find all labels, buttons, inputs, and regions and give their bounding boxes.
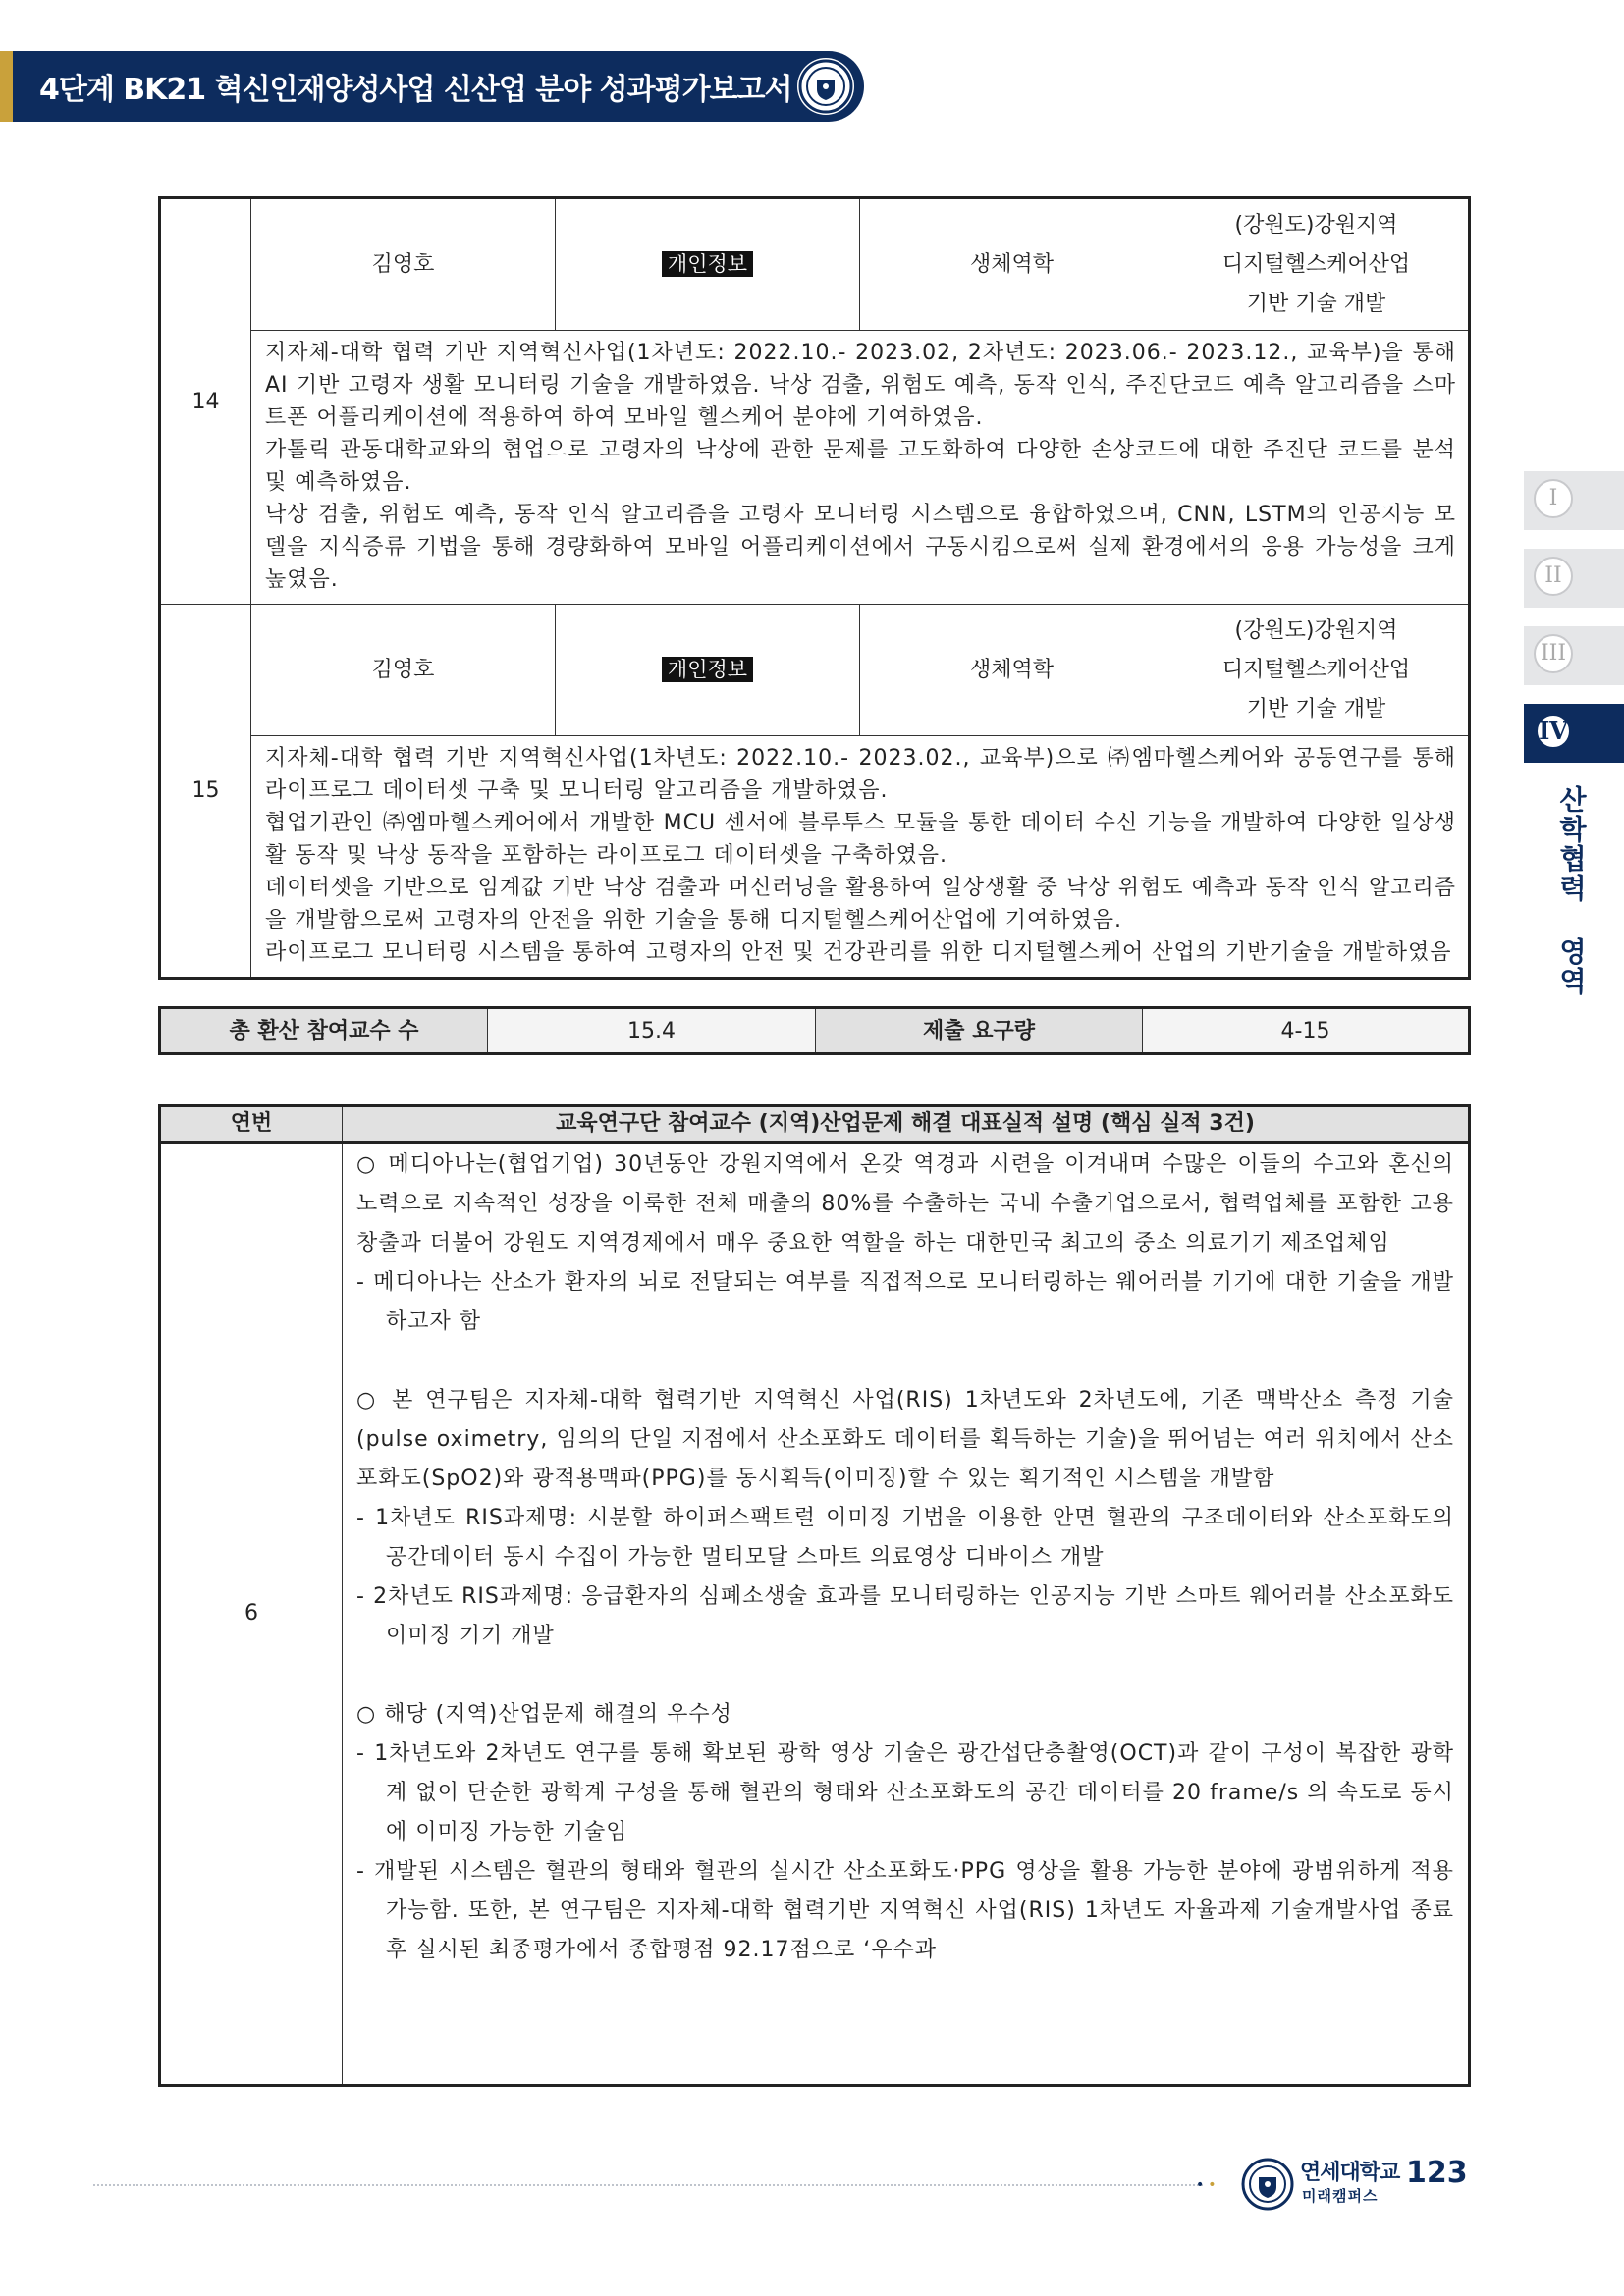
description-paragraph: 지자체-대학 협력 기반 지역혁신사업(1차년도: 2022.10.- 2023.02., 교육부)으로 ㈜엠마헬스케어와 공동연구를 통해 라이프로그 데이터셋 구축 및 모니터링 알고리즘을 개발하였음. (265, 746, 1456, 803)
project-line: 디지털헬스케어산업 (1221, 251, 1411, 277)
achievement-description (251, 736, 1470, 979)
professor-achievement-table (158, 196, 1471, 980)
side-tab-1[interactable] (1524, 471, 1624, 530)
side-tab-3[interactable] (1524, 626, 1624, 685)
achievement-body (343, 1143, 1470, 2086)
side-tab-2-label: II (1534, 557, 1573, 596)
paragraph-optical-tech: - 1차년도와 2차년도 연구를 통해 확보된 광학 영상 기술은 광간섭단층촬영(OCT)과 같이 구성이 복잡한 광학계 없이 단순한 광학계 구성을 통해 혈관의 형태와 산소포화도의 공간 데이터를 20 frame/s 의 속도로 동시에 이미징 가능한 기술임 (356, 1741, 1454, 1844)
project-line: (강원도)강원지역 (1234, 617, 1398, 643)
header-serial-no: 연번 (160, 1106, 343, 1143)
description-paragraph: 낙상 검출, 위험도 예측, 동작 인식 알고리즘을 고령자 모니터링 시스템으로 융합하였으며, CNN, LSTM의 인공지능 모델을 지식증류 기법을 통해 경량화하여 모바일 어플리케이션에서 구동시킴으로써 실제 환경에서의 응용 가능성을 크게 높였음. (265, 503, 1456, 592)
spacer (356, 1656, 1454, 1695)
total-professors-value: 15.4 (488, 1008, 816, 1054)
spacer (356, 1342, 1454, 1381)
description-paragraph: 데이터셋을 기반으로 임계값 기반 낙상 검출과 머신러닝을 활용하여 일상생활 중 낙상 위험도 예측과 동작 인식 알고리즘을 개발함으로써 고령자의 안전을 위한 기술을 통해 디지털헬스케어산업에 기여하였음. (265, 876, 1456, 933)
side-tab-3-label: III (1534, 634, 1573, 673)
achievement-description (251, 331, 1470, 605)
required-amount-label: 제출 요구량 (816, 1008, 1143, 1054)
research-field: 생체역학 (860, 605, 1164, 736)
header-accent-bar (0, 51, 13, 122)
description-paragraph: 협업기관인 ㈜엠마헬스케어에서 개발한 MCU 센서에 블루투스 모듈을 통한 데이터 수신 기능을 개발하여 다양한 일상생활 동작 및 낙상 동작을 포함하는 라이프로그 데이터셋을 구축하였음. (265, 811, 1456, 868)
table-row (160, 1143, 1470, 2086)
table-row (160, 331, 1470, 605)
university-seal-icon (797, 58, 854, 115)
summary-row (160, 1008, 1470, 1054)
side-tab-4-label: IV (1534, 712, 1573, 751)
section-side-label: 산학협력 영역 (1555, 785, 1588, 996)
professor-name: 김영호 (251, 605, 556, 736)
project-line: (강원도)강원지역 (1234, 212, 1398, 238)
university-name: 연세대학교 (1300, 2161, 1400, 2185)
table-header-row (160, 1106, 1470, 1143)
paragraph-company-intro: ○ 메디아나는(협업기업) 30년동안 강원지역에서 온갖 역경과 시련을 이겨내며 수많은 이들의 수고와 혼신의 노력으로 지속적인 성장을 이룩한 전체 매출의 80%를 수출하는 국내 수출기업으로서, 협력업체를 포함한 고용창출과 더불어 강원도 지역경제에서 매우 중요한 역할을 하는 대한민국 최고의 중소 의료기기 제조업체임 (356, 1152, 1454, 1255)
page-header (0, 51, 864, 122)
description-paragraph: 가톨릭 관동대학교와의 협업으로 고령자의 낙상에 관한 문제를 고도화하여 다양한 손상코드에 대한 주진단 코드를 분석 및 예측하였음. (265, 438, 1456, 495)
paragraph-team-system: ○ 본 연구팀은 지자체-대학 협력기반 지역혁신 사업(RIS) 1차년도와 2차년도에, 기존 맥박산소 측정 기술(pulse oximetry, 임의의 단일 지점에서 산소포화도 데이터를 획득하는 기술)을 뛰어넘는 여러 위치에서 산소포화도(SpO2)와 광적용맥파(PPG)를 동시획득(이미징)할 수 있는 획기적인 시스템을 개발함 (356, 1388, 1454, 1491)
project-name (1164, 605, 1470, 736)
paragraph-year1-project: - 1차년도 RIS과제명: 시분할 하이퍼스팩트럴 이미징 기법을 이용한 안면 혈관의 구조데이터와 산소포화도의 공간데이터 동시 수집이 가능한 멀티모달 스마트 의료영상 디바이스 개발 (356, 1506, 1454, 1570)
representative-achievement-table (158, 1104, 1471, 2087)
page-number: 123 (1406, 2156, 1468, 2190)
project-line: 기반 기술 개발 (1246, 291, 1386, 316)
required-amount-value: 4-15 (1143, 1008, 1470, 1054)
masked-personal-info: 개인정보 (662, 657, 753, 682)
report-title: 4단계 BK21 혁신인재양성사업 신산업 분야 성과평가보고서 (39, 73, 792, 107)
side-tab-1-label: I (1534, 479, 1573, 518)
side-tab-2[interactable] (1524, 549, 1624, 608)
professor-name: 김영호 (251, 198, 556, 331)
research-field: 생체역학 (860, 198, 1164, 331)
footer-dots-icon: •• (1196, 2177, 1220, 2193)
footer-dotted-line (93, 2184, 1203, 2186)
table-row (160, 736, 1470, 979)
row-number: 14 (160, 198, 251, 605)
paragraph-excellence-heading: ○ 해당 (지역)산업문제 해결의 우수성 (356, 1702, 732, 1727)
masked-personal-info: 개인정보 (662, 251, 753, 277)
row-number: 15 (160, 605, 251, 979)
project-line: 디지털헬스케어산업 (1221, 657, 1411, 682)
paragraph-application: - 개발된 시스템은 혈관의 형태와 혈관의 실시간 산소포화도·PPG 영상을 활용 가능한 분야에 광범위하게 적용 가능함. 또한, 본 연구팀은 지자체-대학 협력기반 지역혁신 사업(RIS) 1차년도 자율과제 기술개발사업 종료 후 실시된 최종평가에서 종합평점 92.17점으로 ‘우수과 (356, 1859, 1454, 1962)
table-row (160, 198, 1470, 331)
row-number: 6 (160, 1143, 343, 2086)
header-description: 교육연구단 참여교수 (지역)산업문제 해결 대표실적 설명 (핵심 실적 3건) (343, 1106, 1470, 1143)
side-tab-4-active[interactable] (1524, 704, 1624, 763)
masked-cell (556, 198, 860, 331)
project-line: 기반 기술 개발 (1246, 696, 1386, 721)
campus-name: 미래캠퍼스 (1302, 2187, 1379, 2205)
total-professors-label: 총 환산 참여교수 수 (160, 1008, 488, 1054)
masked-cell (556, 605, 860, 736)
summary-table (158, 1006, 1471, 1055)
university-seal-icon (1241, 2158, 1294, 2211)
description-paragraph: 라이프로그 모니터링 시스템을 통하여 고령자의 안전 및 건강관리를 위한 디지털헬스케어 산업의 기반기술을 개발하였음 (265, 940, 1452, 965)
paragraph-year2-project: - 2차년도 RIS과제명: 응급환자의 심폐소생술 효과를 모니터링하는 인공지능 기반 스마트 웨어러블 산소포화도 이미징 기기 개발 (356, 1584, 1454, 1648)
table-row (160, 605, 1470, 736)
description-paragraph: 지자체-대학 협력 기반 지역혁신사업(1차년도: 2022.10.- 2023.02, 2차년도: 2023.06.- 2023.12., 교육부)을 통해 AI 기반 고령자 생활 모니터링 기술을 개발하였음. 낙상 검출, 위험도 예측, 동작 인식, 주진단코드 예측 알고리즘을 스마트폰 어플리케이션에 적용하여 하여 모바일 헬스케어 분야에 기여하였음. (265, 341, 1456, 430)
project-name (1164, 198, 1470, 331)
paragraph-company-goal: - 메디아나는 산소가 환자의 뇌로 전달되는 여부를 직접적으로 모니터링하는 웨어러블 기기에 대한 기술을 개발하고자 함 (356, 1270, 1454, 1334)
